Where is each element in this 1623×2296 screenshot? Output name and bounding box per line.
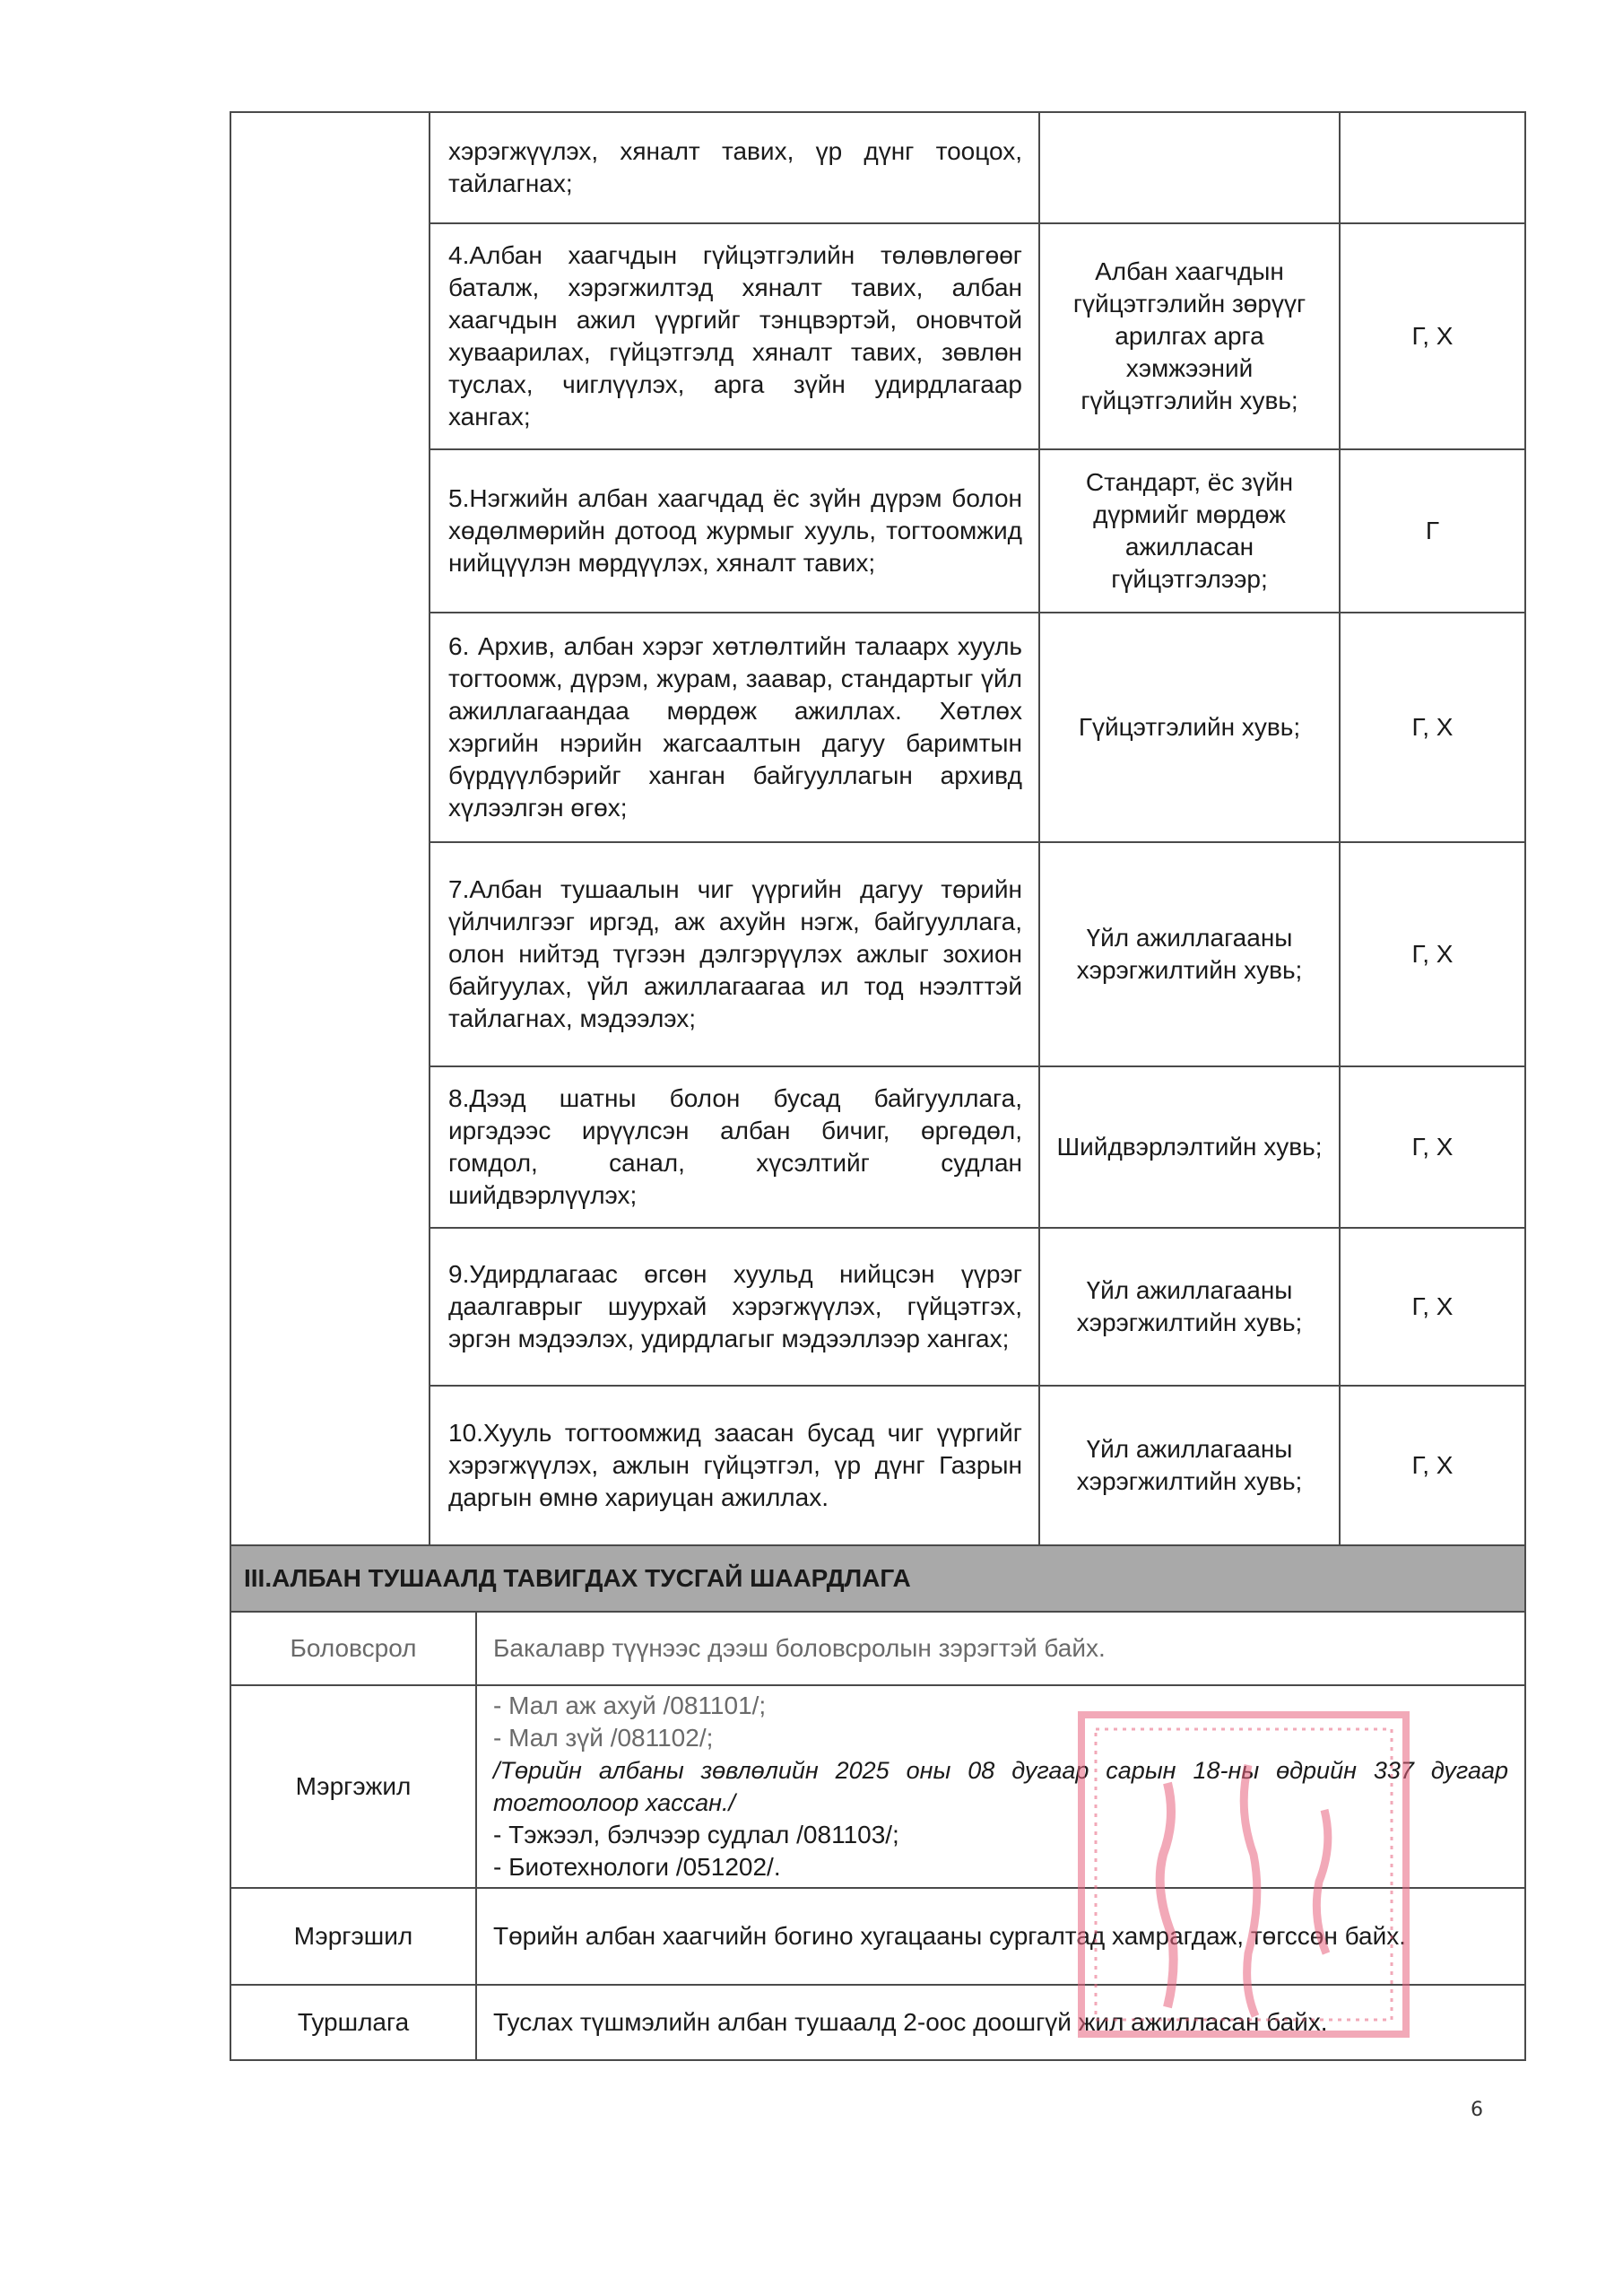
profession-label: Мэргэжил bbox=[230, 1685, 476, 1888]
code-cell: Г, Х bbox=[1340, 613, 1525, 842]
code-cell: Г, Х bbox=[1340, 1386, 1525, 1545]
qualification-row bbox=[230, 1888, 1525, 1985]
experience-row bbox=[230, 1985, 1525, 2060]
task-cell: 6. Архив, албан хэрэг хөтлөлтийн талаарх хууль тогтоомж, дүрэм, журам, заавар, стандартыг үйл ажиллагаандаа мөрдөж ажиллах. Хөтлөх хэргийн нэрийн жагсаалтын дагуу баримтын бүрдүүлбэрийг ханган байгууллагын архивд хүлээлгэн өгөх; bbox=[430, 613, 1039, 842]
section-header-row bbox=[230, 1545, 1525, 1612]
empty-left-cell bbox=[230, 112, 430, 1545]
code-cell: Г, Х bbox=[1340, 1066, 1525, 1228]
result-cell: Албан хаагчдын гүйцэтгэлийн зөрүүг арилгах арга хэмжээний гүйцэтгэлийн хувь; bbox=[1039, 223, 1340, 449]
profession-row bbox=[230, 1685, 1525, 1888]
task-cell: 4.Албан хаагчдын гүйцэтгэлийн төлөвлөгөөг баталж, хэрэгжилтэд хяналт тавих, албан хаагчдын ажил үүргийг тэнцвэртэй, оновчтой хуваарилах, гүйцэтгэлд хяналт тавих, зөвлөн туслах, чиглүүлэх, арга зүйн удирдлагаар хангах; bbox=[430, 223, 1039, 449]
code-cell bbox=[1340, 112, 1525, 223]
profession-note: /Төрийн албаны зөвлөлийн 2025 оны 08 дугаар сарын 18-ны өдрийн 337 дугаар тогтоолоор хассан./ bbox=[493, 1757, 1508, 1816]
qualification-value: Төрийн албан хаагчийн богино хугацааны сургалтад хамрагдаж, төгссөн байх. bbox=[476, 1888, 1525, 1985]
requirements-table bbox=[230, 1544, 1526, 2061]
education-value: Бакалавр түүнээс дээш боловсролын зэрэгтэй байх. bbox=[476, 1612, 1525, 1685]
table-row bbox=[230, 112, 1525, 223]
page-number: 6 bbox=[1471, 2099, 1483, 2121]
profession-item: - Тэжээл, бэлчээр судлал /081103/; bbox=[493, 1821, 899, 1848]
task-cell: 7.Албан тушаалын чиг үүргийн дагуу төрийн үйлчилгээг иргэд, аж ахуйн нэгж, байгууллага, олон нийтэд түгээн дэлгэрүүлэх ажлыг зохион байгуулах, үйл ажиллагаагаа ил тод нээлттэй тайлагнах, мэдээлэх; bbox=[430, 842, 1039, 1066]
education-label: Боловсрол bbox=[230, 1612, 476, 1685]
task-cell: хэрэгжүүлэх, хяналт тавих, үр дүнг тооцох, тайлагнах; bbox=[430, 112, 1039, 223]
experience-label: Туршлага bbox=[230, 1985, 476, 2060]
section-title: III.АЛБАН ТУШААЛД ТАВИГДАХ ТУСГАЙ ШААРДЛАГА bbox=[230, 1545, 1525, 1612]
profession-value bbox=[476, 1685, 1525, 1888]
task-cell: 10.Хууль тогтоомжид заасан бусад чиг үүргийг хэрэгжүүлэх, ажлын гүйцэтгэл, үр дүнг Газрын даргын өмнө хариуцан ажиллах. bbox=[430, 1386, 1039, 1545]
result-cell: Стандарт, ёс зүйн дүрмийг мөрдөж ажилласан гүйцэтгэлээр; bbox=[1039, 449, 1340, 613]
result-cell: Үйл ажиллагааны хэрэгжилтийн хувь; bbox=[1039, 842, 1340, 1066]
qualification-label: Мэргэшил bbox=[230, 1888, 476, 1985]
result-cell: Шийдвэрлэлтийн хувь; bbox=[1039, 1066, 1340, 1228]
task-cell: 5.Нэгжийн албан хаагчдад ёс зүйн дүрэм болон хөдөлмөрийн дотоод журмыг хууль, тогтоомжид нийцүүлэн мөрдүүлэх, хяналт тавих; bbox=[430, 449, 1039, 613]
result-cell: Үйл ажиллагааны хэрэгжилтийн хувь; bbox=[1039, 1386, 1340, 1545]
profession-item-removed: - Мал зүй /081102/; bbox=[493, 1724, 714, 1752]
task-cell: 9.Удирдлагаас өгсөн хуульд нийцсэн үүрэг даалгаврыг шуурхай хэрэгжүүлэх, гүйцэтгэх, эргэн мэдээлэх, удирдлагыг мэдээллээр хангах; bbox=[430, 1228, 1039, 1386]
profession-item: - Биотехнологи /051202/. bbox=[493, 1853, 781, 1881]
code-cell: Г, Х bbox=[1340, 223, 1525, 449]
result-cell: Үйл ажиллагааны хэрэгжилтийн хувь; bbox=[1039, 1228, 1340, 1386]
experience-value: Туслах түшмэлийн албан тушаалд 2-оос доошгүй жил ажилласан байх. bbox=[476, 1985, 1525, 2060]
result-cell: Гүйцэтгэлийн хувь; bbox=[1039, 613, 1340, 842]
task-cell: 8.Дээд шатны болон бусад байгууллага, иргэдээс ирүүлсэн албан бичиг, өргөдөл, гомдол, санал, хүсэлтийг судлан шийдвэрлүүлэх; bbox=[430, 1066, 1039, 1228]
code-cell: Г, Х bbox=[1340, 1228, 1525, 1386]
code-cell: Г, Х bbox=[1340, 842, 1525, 1066]
code-cell: Г bbox=[1340, 449, 1525, 613]
duties-table bbox=[230, 111, 1526, 1546]
profession-item-removed: - Мал аж ахуй /081101/; bbox=[493, 1692, 767, 1719]
education-row bbox=[230, 1612, 1525, 1685]
result-cell bbox=[1039, 112, 1340, 223]
